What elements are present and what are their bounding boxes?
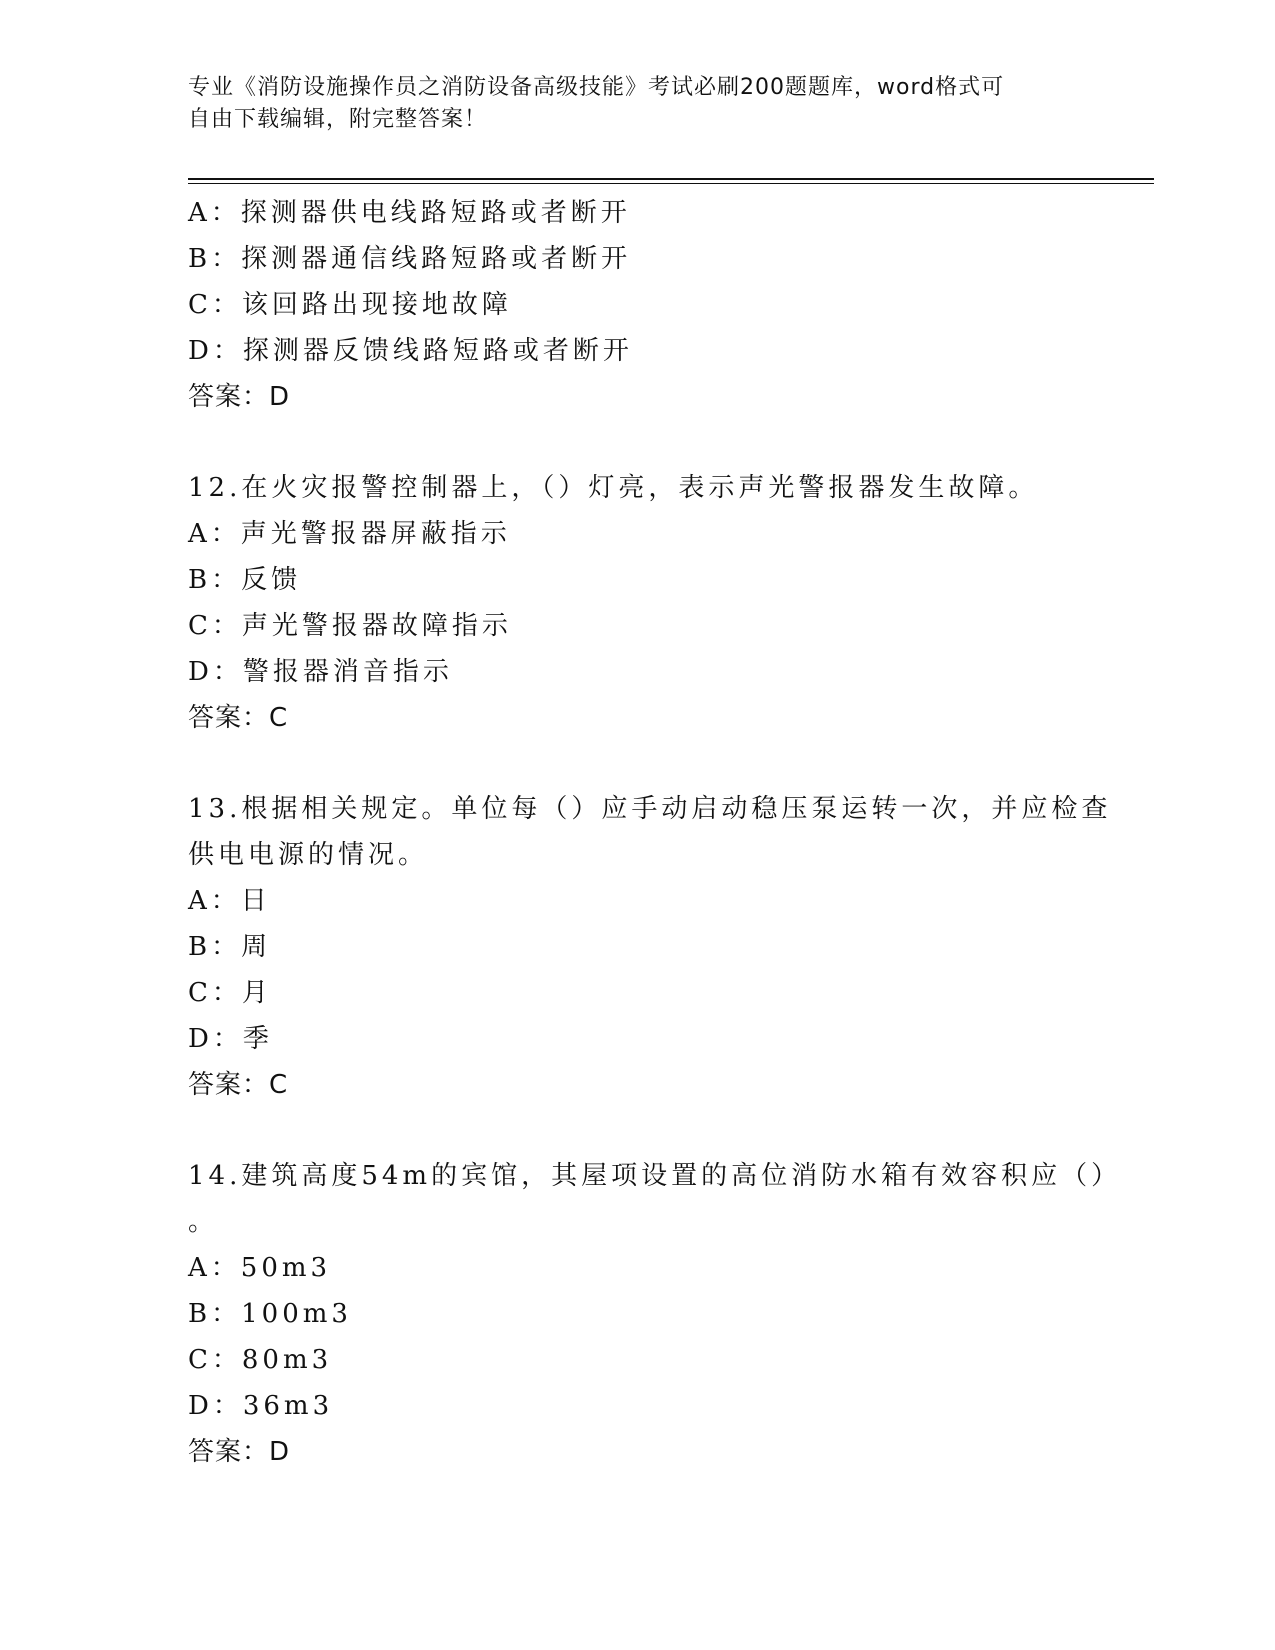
header-title-line-2: 自由下载编辑，附完整答案！ xyxy=(188,107,488,132)
question-spacer xyxy=(188,741,1088,786)
question-11 xyxy=(188,190,1088,420)
answer: 答案：D xyxy=(188,1437,291,1467)
question-spacer xyxy=(188,420,1088,465)
option-b: B：100m3 xyxy=(188,1299,352,1329)
option-b: B：周 xyxy=(188,932,272,962)
option-c: C：该回路出现接地故障 xyxy=(188,290,512,320)
option-c: C：声光警报器故障指示 xyxy=(188,611,512,641)
option-b: B：反馈 xyxy=(188,565,302,595)
question-14 xyxy=(188,1153,1122,1475)
answer: 答案：C xyxy=(188,1070,289,1100)
option-d: D：警报器消音指示 xyxy=(188,657,453,687)
option-d: D：季 xyxy=(188,1024,273,1054)
document-header xyxy=(188,72,1088,136)
question-spacer xyxy=(188,1108,1088,1153)
option-a: A：日 xyxy=(188,886,271,916)
header-title-line-1: 专业《消防设施操作员之消防设备高级技能》考试必刷200题题库，word格式可 xyxy=(188,75,1005,100)
answer: 答案：D xyxy=(188,382,291,412)
question-list xyxy=(188,190,1122,1475)
option-d: D：36m3 xyxy=(188,1391,334,1421)
question-stem-line-1: 14.建筑高度54m的宾馆，其屋项设置的高位消防水箱有效容积应（） xyxy=(188,1161,1122,1191)
option-c: C：月 xyxy=(188,978,272,1008)
answer: 答案：C xyxy=(188,703,289,733)
option-d: D：探测器反馈线路短路或者断开 xyxy=(188,336,633,366)
option-a: A：声光警报器屏蔽指示 xyxy=(188,519,511,549)
question-stem-line-2: 。 xyxy=(188,1207,219,1237)
header-divider-thin xyxy=(188,183,1154,184)
question-stem: 12.在火灾报警控制器上，（）灯亮，表示声光警报器发生故障。 xyxy=(188,473,1039,503)
header-divider-thick xyxy=(188,178,1154,180)
question-stem-line-2: 供电电源的情况。 xyxy=(188,840,429,870)
option-c: C：80m3 xyxy=(188,1345,333,1375)
option-a: A：探测器供电线路短路或者断开 xyxy=(188,198,631,228)
question-12 xyxy=(188,465,1088,741)
question-13 xyxy=(188,786,1112,1108)
option-b: B：探测器通信线路短路或者断开 xyxy=(188,244,632,274)
option-a: A：50m3 xyxy=(188,1253,332,1283)
question-stem-line-1: 13.根据相关规定。单位每（）应手动启动稳压泵运转一次，并应检查 xyxy=(188,794,1112,824)
